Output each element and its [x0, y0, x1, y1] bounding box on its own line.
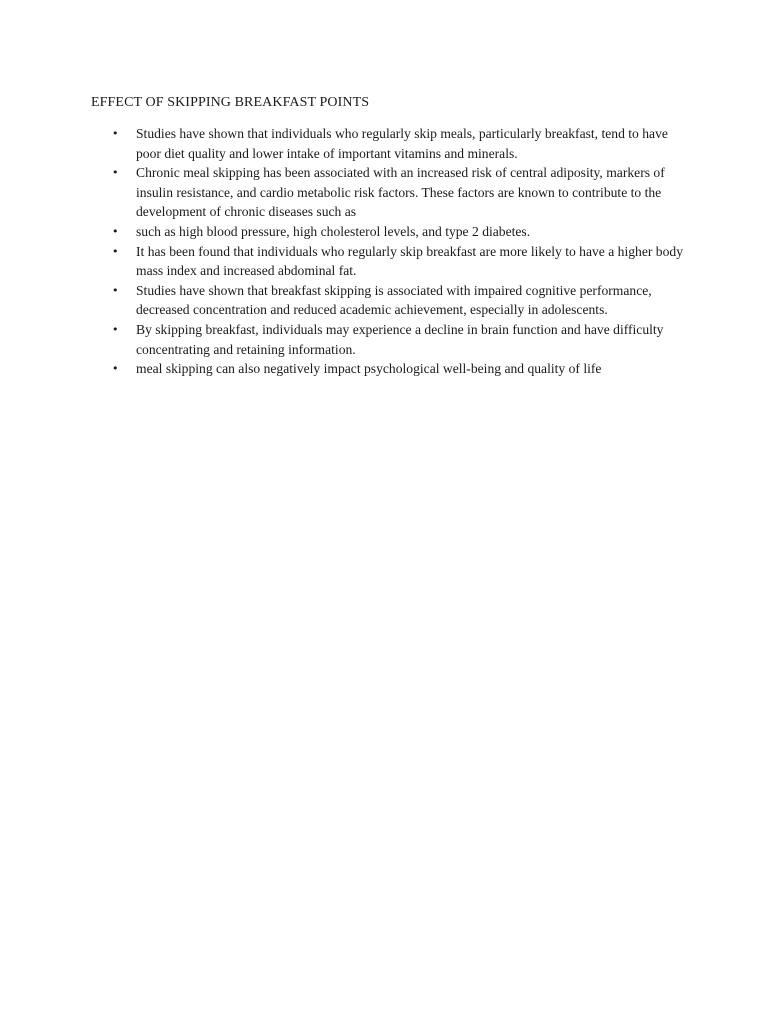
list-item-text: Studies have shown that breakfast skipping is associated with impaired cognitive performance, decreased concentration and reduced academic achievement, especially in adolescents. [136, 282, 652, 318]
bullet-icon: • [112, 322, 119, 336]
list-item [109, 242, 689, 281]
list-item-text: such as high blood pressure, high cholesterol levels, and type 2 diabetes. [136, 223, 531, 239]
bullet-icon: • [112, 166, 119, 180]
list-item-text: meal skipping can also negatively impact psychological well-being and quality of life [136, 361, 602, 377]
bullet-icon: • [112, 224, 119, 238]
bullet-icon: • [112, 127, 119, 140]
list-item-text: Studies have shown that individuals who regularly skip meals, particularly breakfast, tend to have poor diet quality and lower intake of important vitamins and minerals. [136, 126, 668, 161]
list-item [109, 124, 689, 163]
list-item [109, 222, 689, 242]
list-item [109, 281, 689, 320]
bullet-list [109, 124, 689, 379]
document-title: EFFECT OF SKIPPING BREAKFAST POINTS [91, 95, 370, 110]
bullet-icon: • [112, 362, 119, 376]
list-item [109, 359, 689, 379]
list-item-text: Chronic meal skipping has been associated with an increased risk of central adiposity, markers of insulin resistance, and cardio metabolic risk factors. These factors are known to contribute to the development of chronic diseases such as [136, 165, 665, 220]
list-item [109, 163, 689, 222]
list-item-text: By skipping breakfast, individuals may experience a decline in brain function and have difficulty concentrating and retaining information. [136, 321, 664, 357]
bullet-icon: • [112, 244, 119, 258]
list-item-text: It has been found that individuals who regularly skip breakfast are more likely to have a higher body mass index and increased abdominal fat. [136, 243, 683, 279]
list-item [109, 320, 689, 359]
bullet-icon: • [112, 283, 119, 297]
